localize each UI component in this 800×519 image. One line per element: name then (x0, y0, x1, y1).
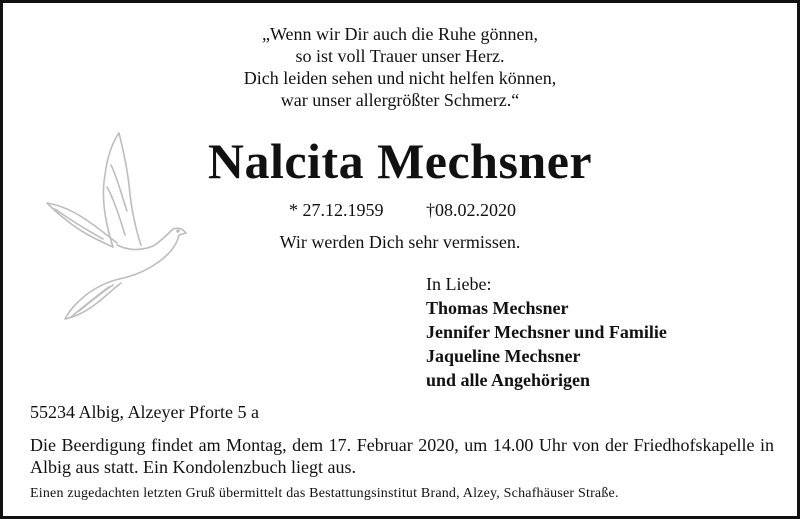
family-signature (426, 272, 667, 392)
funeral-notice: Die Beerdigung findet am Montag, dem 17. Februar 2020, um 14.00 Uhr von der Friedhofskapelle in Albig aus statt. Ein Kondolenzbuch liegt aus. (30, 435, 774, 477)
family-intro: In Liebe: (426, 274, 492, 294)
family-member: und alle Angehörigen (426, 370, 591, 390)
farewell-line: Wir werden Dich sehr vermissen. (279, 232, 521, 252)
family-member: Thomas Mechsner (426, 298, 569, 318)
birth-date: * 27.12.1959 (289, 200, 384, 220)
death-date: †08.02.2020 (426, 200, 516, 220)
family-member: Jaqueline Mechsner (426, 346, 581, 366)
poem-line: so ist voll Trauer unser Herz. (295, 46, 505, 66)
undertaker-notice: Einen zugedachten letzten Gruß übermittelt das Bestattungsinstitut Brand, Alzey, Schafhäuser Straße. (30, 486, 619, 501)
poem-line: war unser allergrößter Schmerz.“ (280, 90, 520, 110)
deceased-name: Nalcita Mechsner (207, 133, 593, 189)
family-member: Jennifer Mechsner und Familie (426, 322, 667, 342)
address: 55234 Albig, Alzeyer Pforte 5 a (30, 402, 259, 422)
poem-line: „Wenn wir Dir auch die Ruhe gönnen, (262, 24, 538, 44)
poem (3, 23, 797, 111)
poem-line: Dich leiden sehen und nicht helfen können, (243, 68, 557, 88)
